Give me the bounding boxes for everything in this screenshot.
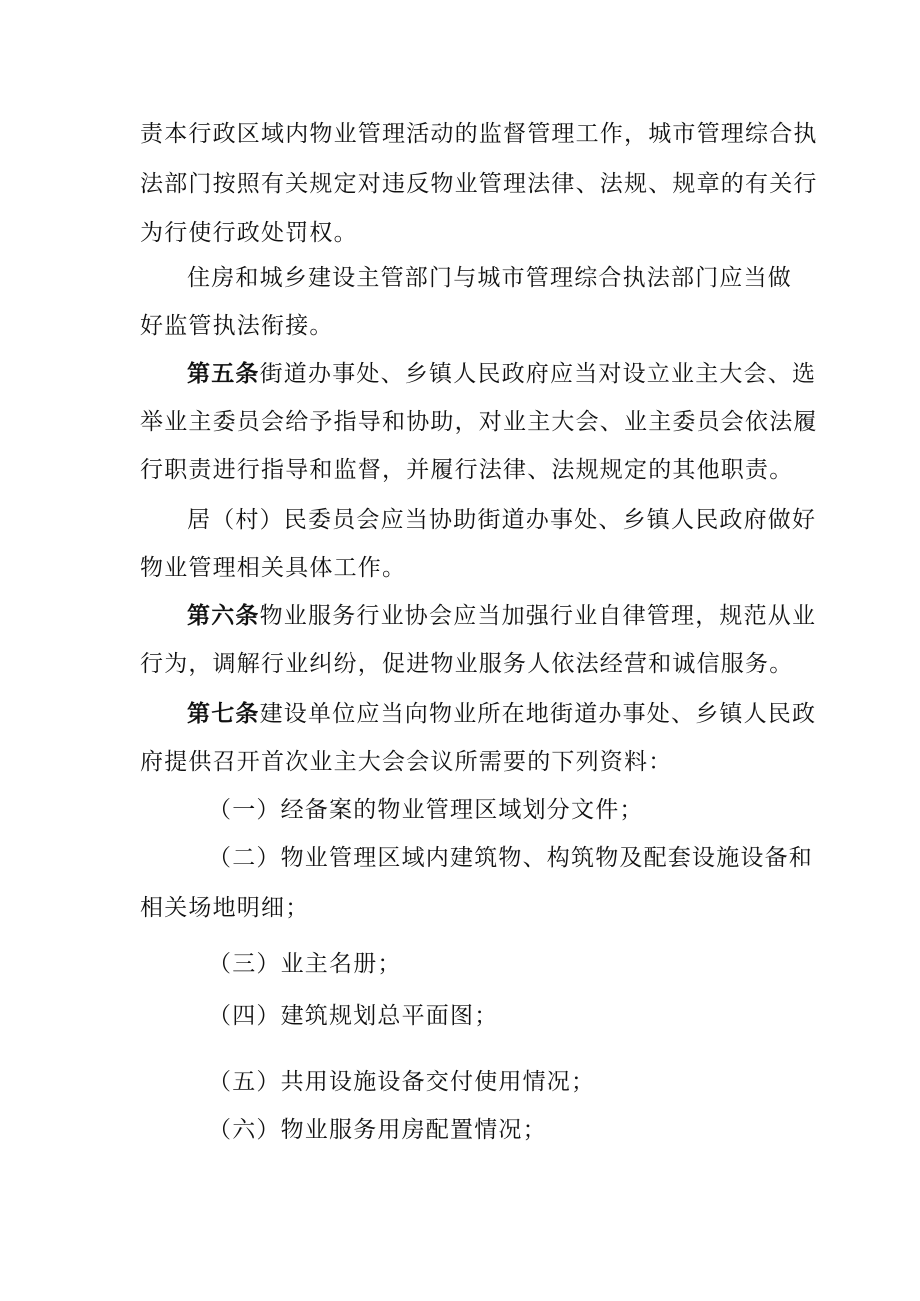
- text-line: 居（村）民委员会应当协助街道办事处、乡镇人民政府做好: [187, 507, 817, 533]
- article-5-first-line: [187, 358, 837, 390]
- text-span: 街道办事处、乡镇人民政府应当对设立业主大会、选: [259, 361, 817, 387]
- text-line: 为行使行政处罚权。: [140, 220, 358, 246]
- list-item: （四）建筑规划总平面图；: [208, 1003, 499, 1029]
- text-span: 物业服务行业协会应当加强行业自律管理，规范从业: [259, 603, 817, 629]
- text-line: 物业管理相关具体工作。: [140, 555, 407, 581]
- list-item: （六）物业服务用房配置情况；: [208, 1117, 547, 1143]
- article-7-heading: 第七条: [187, 701, 260, 727]
- article-5-heading: 第五条: [187, 361, 260, 387]
- article-6-first-line: [187, 600, 837, 632]
- text-span: 建设单位应当向物业所在地街道办事处、乡镇人民政: [259, 701, 817, 727]
- text-line: 举业主委员会给予指导和协助，对业主大会、业主委员会依法履: [140, 409, 818, 435]
- text-line: 好监管执法衔接。: [140, 313, 334, 339]
- text-line: 行为，调解行业纠纷，促进物业服务人依法经营和诚信服务。: [140, 651, 794, 677]
- list-item: （一）经备案的物业管理区域划分文件；: [208, 797, 644, 823]
- text-line: 相关场地明细；: [140, 895, 310, 921]
- article-6-heading: 第六条: [187, 603, 260, 629]
- text-line: 法部门按照有关规定对违反物业管理法律、法规、规章的有关行: [140, 171, 818, 197]
- article-7-first-line: [187, 698, 837, 730]
- text-line: 责本行政区域内物业管理活动的监督管理工作，城市管理综合执: [140, 121, 818, 147]
- list-item: （二）物业管理区域内建筑物、构筑物及配套设施设备和: [208, 845, 813, 871]
- list-item: （五）共用设施设备交付使用情况；: [208, 1069, 596, 1095]
- text-line: 住房和城乡建设主管部门与城市管理综合执法部门应当做: [187, 265, 792, 291]
- list-item: （三）业主名册；: [208, 951, 402, 977]
- text-line: 府提供召开首次业主大会会议所需要的下列资料：: [140, 749, 673, 775]
- text-line: 行职责进行指导和监督，并履行法律、法规规定的其他职责。: [140, 457, 794, 483]
